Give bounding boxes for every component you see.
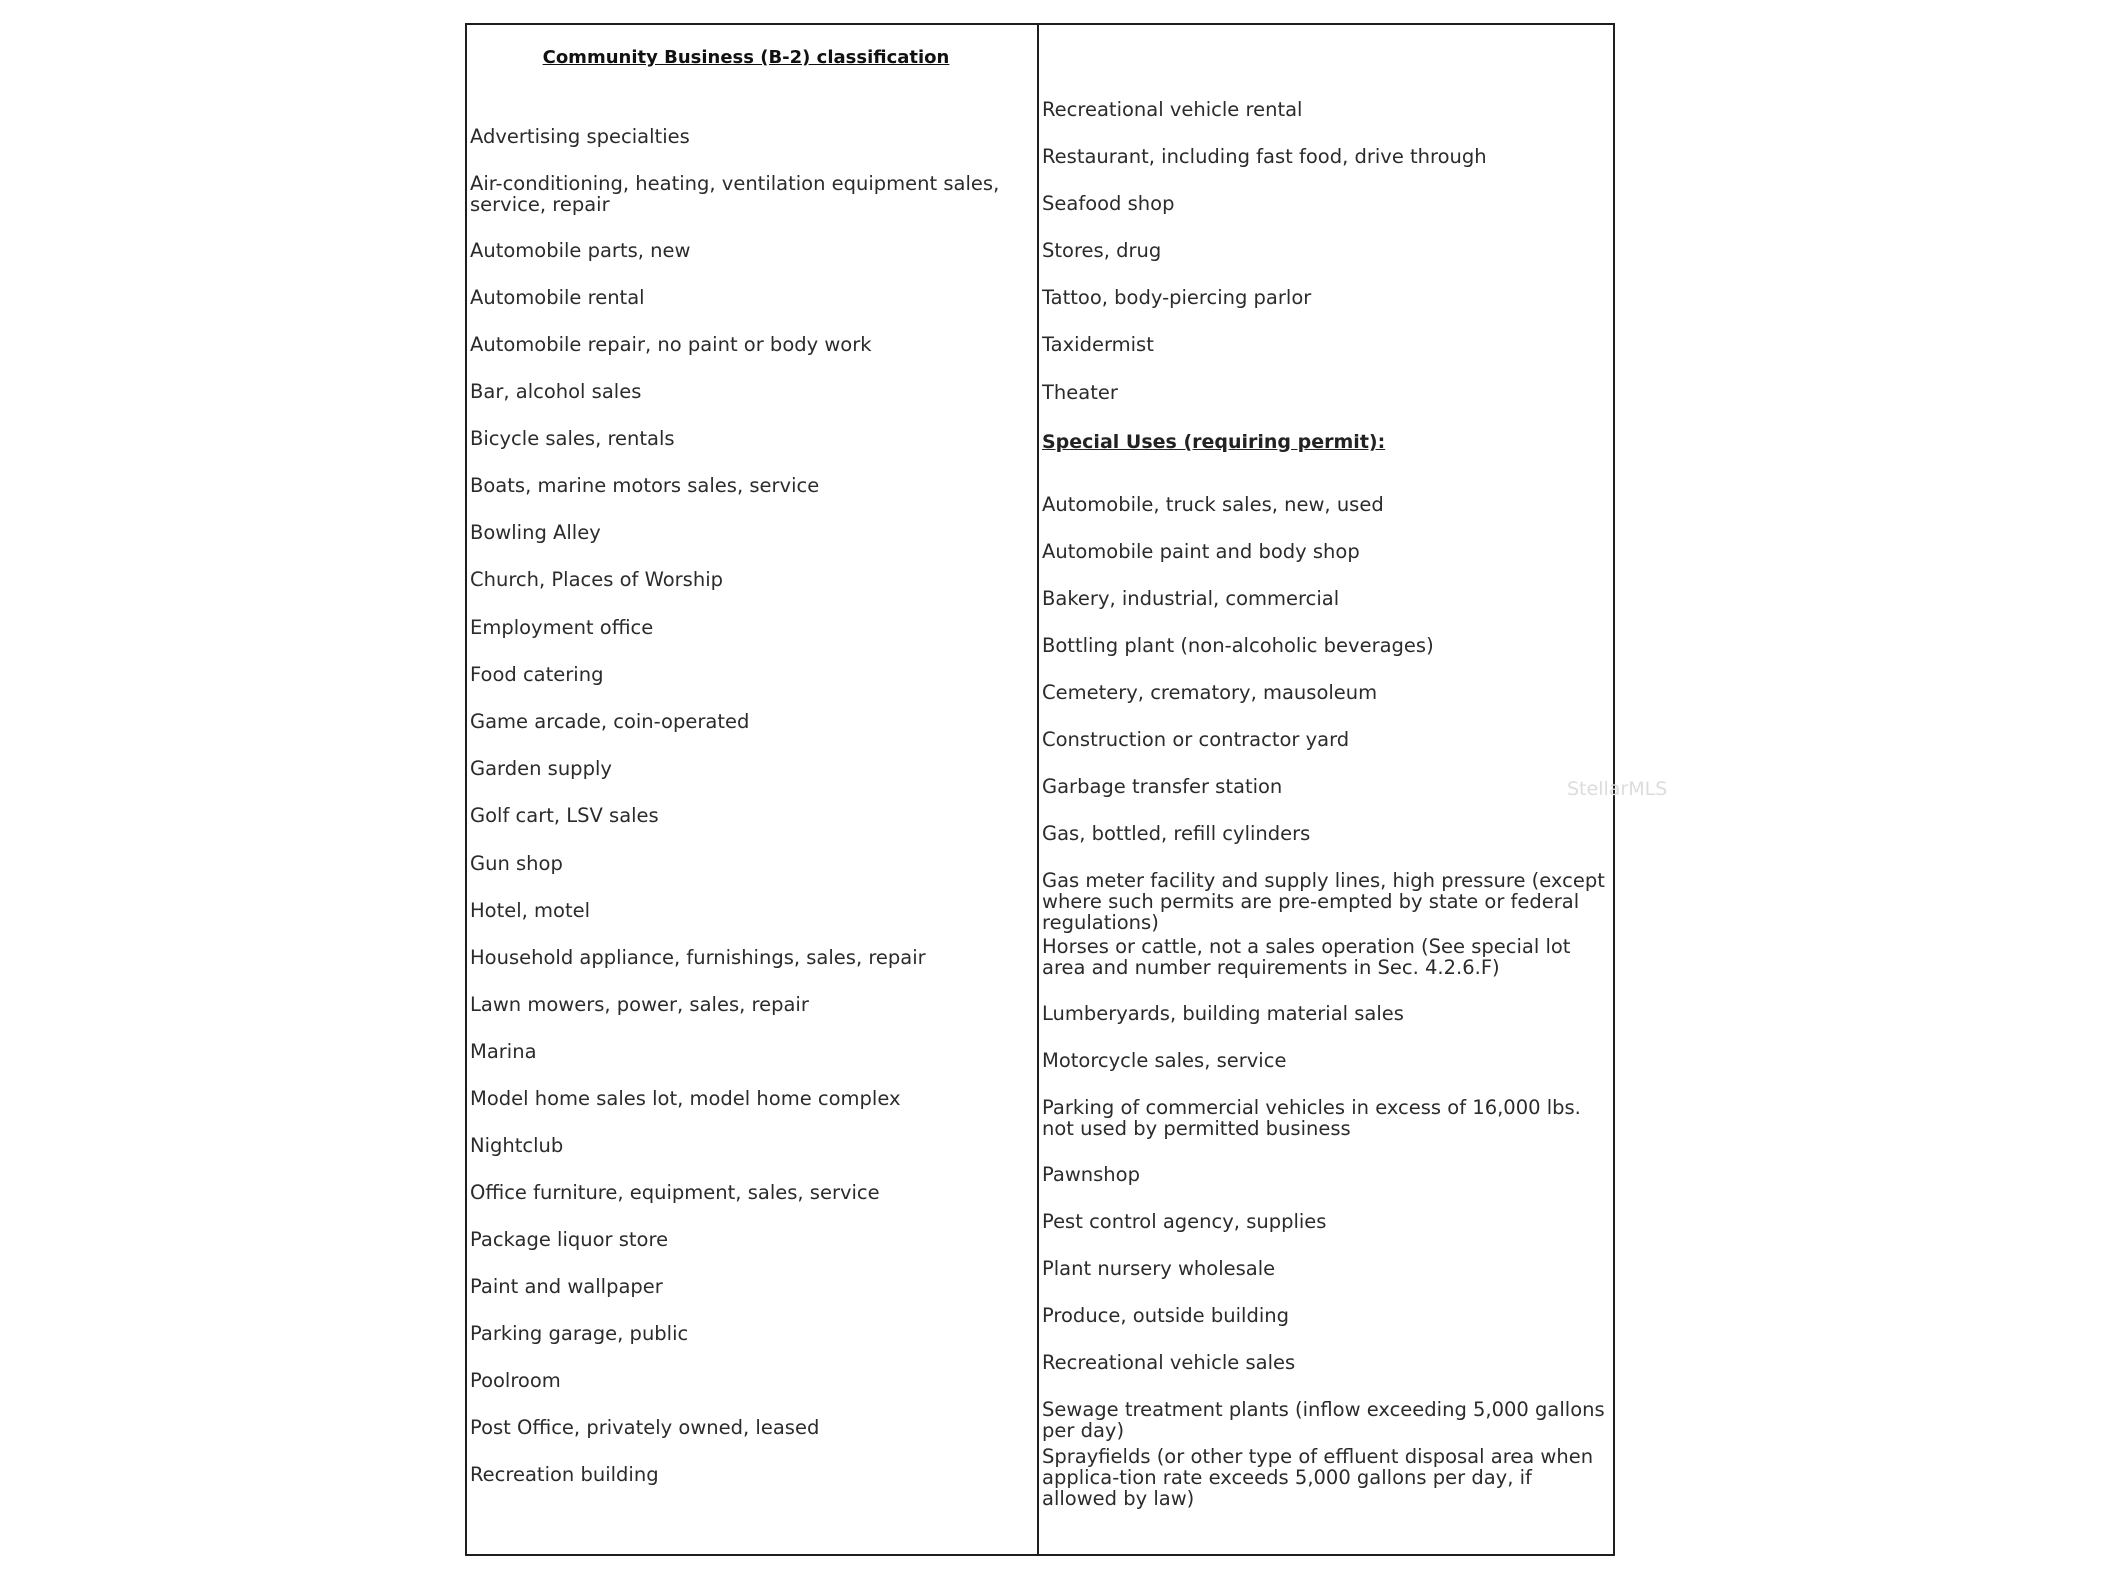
special-use-item: Automobile paint and body shop [1042, 540, 1360, 563]
permitted-use-item: Golf cart, LSV sales [470, 804, 659, 827]
special-use-item: Construction or contractor yard [1042, 728, 1350, 751]
permitted-use-item: Automobile repair, no paint or body work [470, 333, 872, 356]
document-title: Community Business (B-2) classification [542, 47, 950, 68]
permitted-use-item: Lawn mowers, power, sales, repair [470, 993, 809, 1016]
permitted-use-item: Nightclub [470, 1134, 564, 1157]
permitted-use-item: Restaurant, including fast food, drive through [1042, 145, 1487, 168]
special-use-item: Sewage treatment plants (inflow exceeding 5,000 gallons per day) [1042, 1398, 1605, 1442]
permitted-use-item: Bicycle sales, rentals [470, 427, 675, 450]
permitted-use-item: Post Office, privately owned, leased [470, 1416, 820, 1439]
permitted-use-item: Marina [470, 1040, 537, 1063]
special-use-item: Sprayfields (or other type of effluent disposal area when applica-tion rate exceeds 5,000 gallons per day, if allowed by law) [1042, 1445, 1594, 1510]
permitted-use-item: Package liquor store [470, 1228, 669, 1251]
permitted-use-item: Recreation building [470, 1463, 659, 1486]
permitted-use-item: Game arcade, coin-operated [470, 710, 750, 733]
permitted-use-item: Parking garage, public [470, 1322, 689, 1345]
special-use-item: Produce, outside building [1042, 1304, 1289, 1327]
permitted-use-item: Recreational vehicle rental [1042, 98, 1303, 121]
permitted-use-item: Household appliance, furnishings, sales, repair [470, 946, 926, 969]
permitted-use-item: Automobile parts, new [470, 239, 691, 262]
permitted-use-item: Air-conditioning, heating, ventilation equipment sales, service, repair [470, 172, 1000, 216]
permitted-use-item: Automobile rental [470, 286, 645, 309]
permitted-use-item: Tattoo, body-piercing parlor [1042, 286, 1312, 309]
permitted-use-item: Office furniture, equipment, sales, service [470, 1181, 880, 1204]
permitted-use-item: Garden supply [470, 757, 612, 780]
classification-table [465, 23, 1615, 1556]
permitted-use-item: Boats, marine motors sales, service [470, 474, 820, 497]
special-use-item: Horses or cattle, not a sales operation (See special lot area and number requirements in Sec. 4.2.6.F) [1042, 935, 1571, 979]
special-use-item: Gas, bottled, refill cylinders [1042, 822, 1311, 845]
column-divider [1037, 25, 1039, 1554]
special-use-item: Plant nursery wholesale [1042, 1257, 1276, 1280]
watermark-text: StellarMLS [1567, 778, 1668, 800]
permitted-use-item: Employment office [470, 616, 654, 639]
permitted-use-item: Gun shop [470, 852, 563, 875]
permitted-use-item: Seafood shop [1042, 192, 1175, 215]
permitted-use-item: Poolroom [470, 1369, 561, 1392]
permitted-use-item: Advertising specialties [470, 125, 690, 148]
permitted-use-item: Hotel, motel [470, 899, 591, 922]
permitted-use-item: Church, Places of Worship [470, 568, 723, 591]
special-use-item: Pawnshop [1042, 1163, 1140, 1186]
special-uses-heading: Special Uses (requiring permit): [1042, 431, 1386, 453]
permitted-use-item: Theater [1042, 381, 1118, 404]
special-use-item: Gas meter facility and supply lines, high pressure (except where such permits are pre-empted by state or federal regulations) [1042, 869, 1605, 934]
special-use-item: Motorcycle sales, service [1042, 1049, 1287, 1072]
special-use-item: Bakery, industrial, commercial [1042, 587, 1340, 610]
special-use-item: Automobile, truck sales, new, used [1042, 493, 1384, 516]
special-use-item: Pest control agency, supplies [1042, 1210, 1327, 1233]
permitted-use-item: Stores, drug [1042, 239, 1162, 262]
permitted-use-item: Bar, alcohol sales [470, 380, 642, 403]
special-use-item: Cemetery, crematory, mausoleum [1042, 681, 1378, 704]
permitted-use-item: Taxidermist [1042, 333, 1154, 356]
special-use-item: Lumberyards, building material sales [1042, 1002, 1404, 1025]
special-use-item: Garbage transfer station [1042, 775, 1283, 798]
special-use-item: Bottling plant (non-alcoholic beverages) [1042, 634, 1434, 657]
special-use-item: Recreational vehicle sales [1042, 1351, 1296, 1374]
permitted-use-item: Paint and wallpaper [470, 1275, 663, 1298]
permitted-use-item: Model home sales lot, model home complex [470, 1087, 901, 1110]
special-use-item: Parking of commercial vehicles in excess of 16,000 lbs. not used by permitted business [1042, 1096, 1581, 1140]
permitted-use-item: Bowling Alley [470, 521, 601, 544]
permitted-use-item: Food catering [470, 663, 604, 686]
